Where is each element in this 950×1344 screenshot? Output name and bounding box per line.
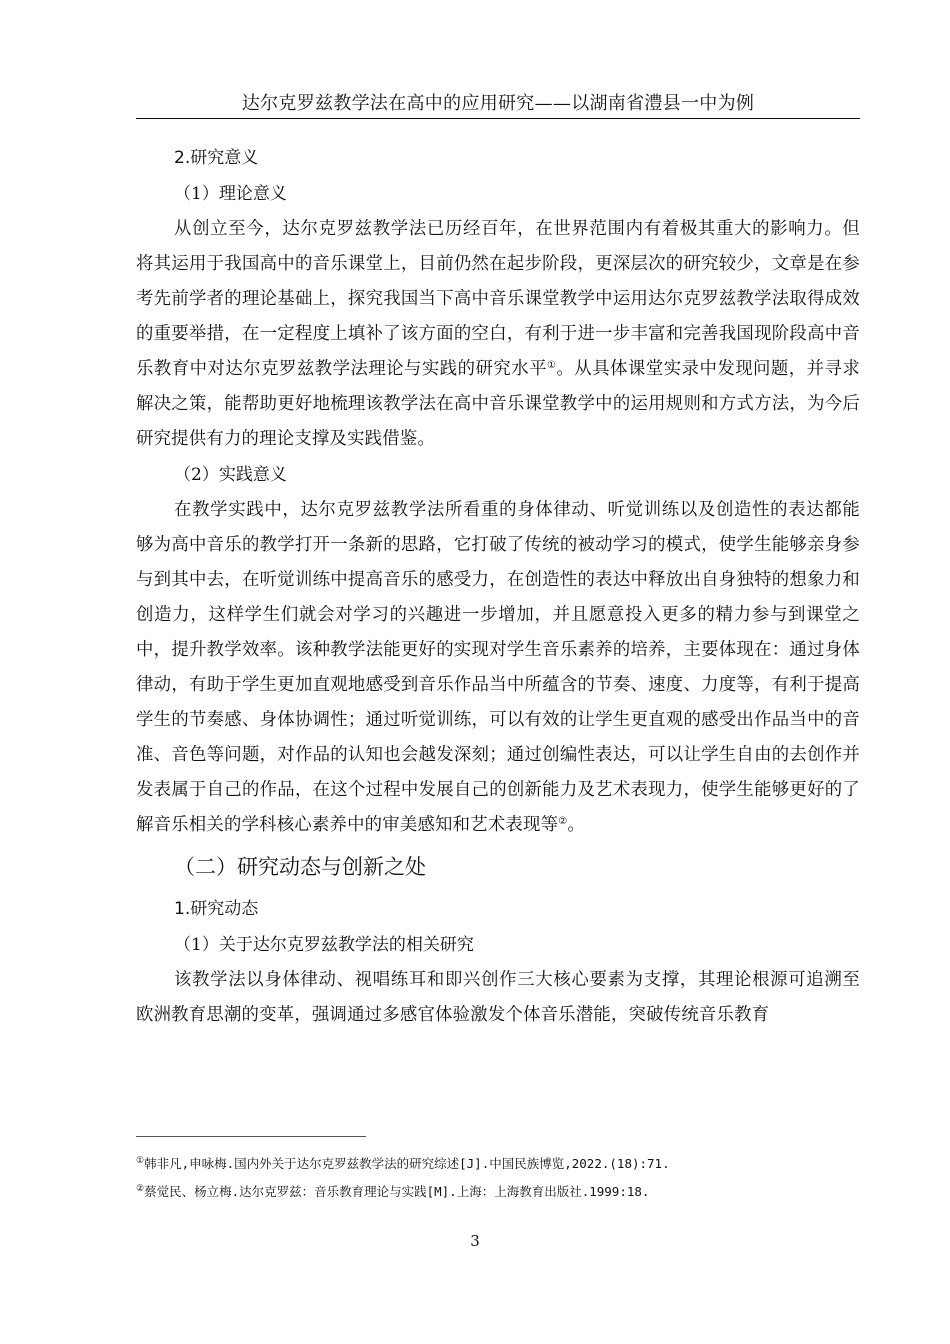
footnotes (136, 1150, 860, 1206)
footnote-ref-2[interactable]: ② (558, 816, 568, 827)
footnote-text-2: 蔡觉民、杨立梅.达尔克罗兹：音乐教育理论与实践[M].上海：上海教育出版社.1999:18. (144, 1184, 650, 1199)
chapter-heading-research-status: （二）研究动态与创新之处 (174, 855, 426, 879)
footnote-1 (136, 1150, 860, 1178)
footnote-ref-1[interactable]: ① (547, 360, 557, 371)
footnote-2 (136, 1178, 860, 1206)
paragraph-practical-significance: 在教学实践中，达尔克罗兹教学法所看重的身体律动、听觉训练以及创造性的表达都能够为高中音乐的教学打开一条新的思路，它打破了传统的被动学习的模式，使学生能够亲身参与到其中去，在听觉训练中提高音乐的感受力，在创造性的表达中释放出自身独特的想象力和创造力，这样学生们就会对学习的兴趣进一步增加，并且愿意投入更多的精力参与到课堂之中，提升教学效率。该种教学法能更好的实现对学生音乐素养的培养，主要体现在：通过身体律动，有助于学生更加直观地感受到音乐作品当中所蕴含的节奏、速度、力度等，有利于提高学生的节奏感、身体协调性；通过听觉训练，可以有效的让学生更直观的感受出作品当中的音准、音色等问题，对作品的认知也会越发深刻；通过创编性表达，可以让学生自由的去创作并发表属于自己的作品，在这个过程中发展自己的创新能力及艺术表现力，使学生能够更好的了解音乐相关的学科核心素养中的审美感知和艺术表现等②。 (136, 500, 860, 835)
header-rule (136, 118, 860, 119)
footnote-text-1: 韩非凡,申咏梅.国内外关于达尔克罗兹教学法的研究综述[J].中国民族博览,2022.(18):71. (144, 1156, 670, 1171)
footnote-mark-1: ① (136, 1156, 145, 1166)
page-body (136, 140, 860, 1033)
subheading-related-research: （1）关于达尔克罗兹教学法的相关研究 (174, 935, 474, 955)
paragraph-related-research: 该教学法以身体律动、视唱练耳和即兴创作三大核心要素为支撑，其理论根源可追溯至欧洲教育思潮的变革，强调通过多感官体验激发个体音乐潜能，突破传统音乐教育 (136, 970, 860, 1025)
section-heading-significance: 2.研究意义 (174, 148, 259, 168)
subheading-practical-significance: （2）实践意义 (174, 465, 287, 485)
footnote-mark-2: ② (136, 1184, 145, 1194)
section-heading-research-status: 1.研究动态 (174, 899, 259, 919)
running-header: 达尔克罗兹教学法在高中的应用研究——以湖南省澧县一中为例 (241, 93, 755, 114)
page-number: 3 (470, 1232, 480, 1250)
footnote-rule (136, 1136, 366, 1137)
subheading-theoretical-significance: （1）理论意义 (174, 184, 287, 204)
paragraph-theoretical-significance: 从创立至今，达尔克罗兹教学法已历经百年，在世界范围内有着极其重大的影响力。但将其运用于我国高中的音乐课堂上，目前仍然在起步阶段，更深层次的研究较少，文章是在参考先前学者的理论基础上，探究我国当下高中音乐课堂教学中运用达尔克罗兹教学法取得成效的重要举措，在一定程度上填补了该方面的空白，有利于进一步丰富和完善我国现阶段高中音乐教育中对达尔克罗兹教学法理论与实践的研究水平①。从具体课堂实录中发现问题，并寻求解决之策，能帮助更好地梳理该教学法在高中音乐课堂教学中的运用规则和方式方法，为今后研究提供有力的理论支撑及实践借鉴。 (136, 219, 861, 449)
